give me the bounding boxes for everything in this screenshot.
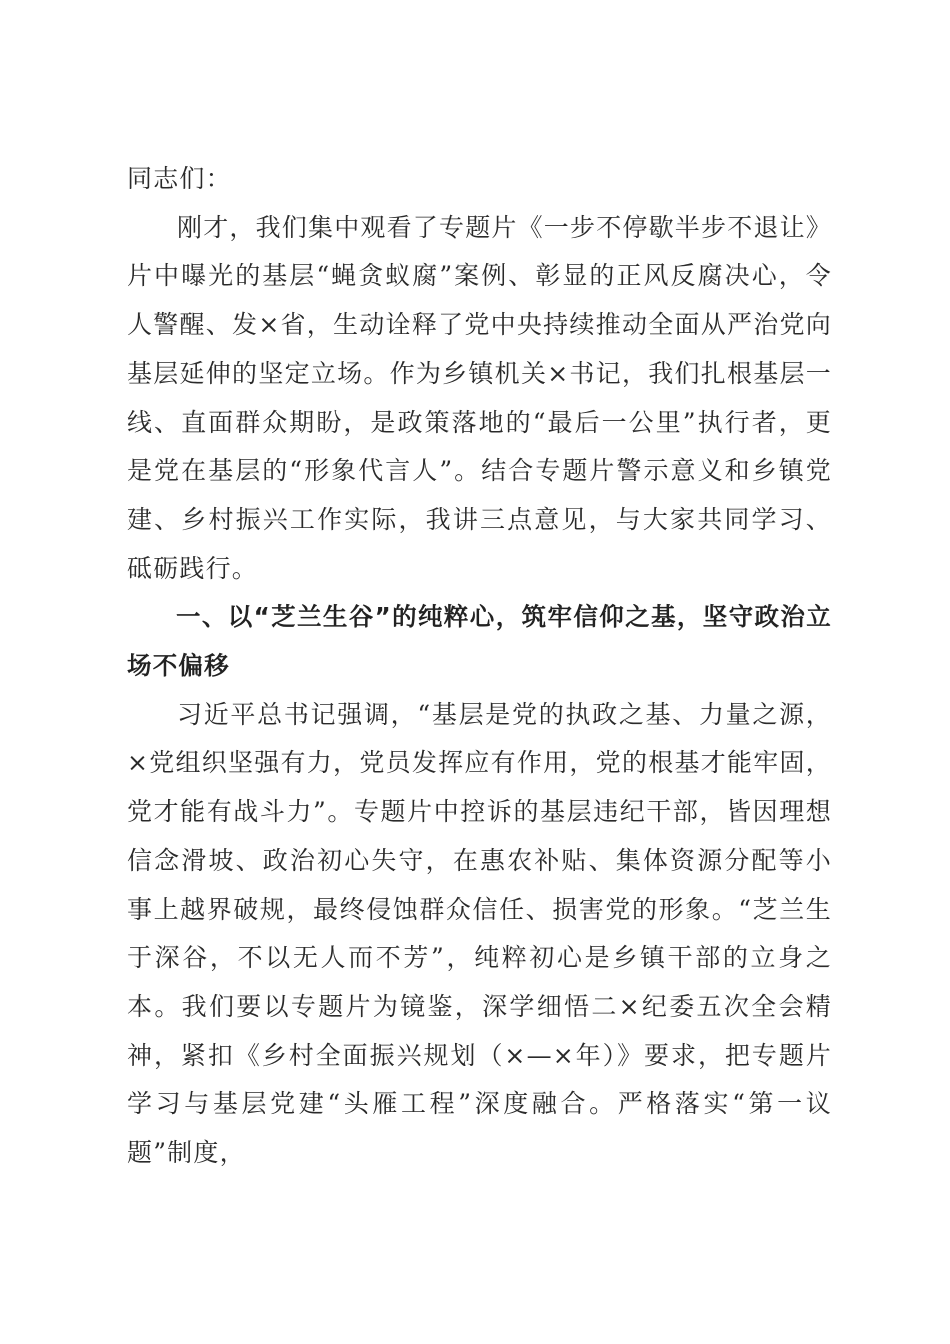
document-page xyxy=(127,155,832,1178)
intro-paragraph: 刚才，我们集中观看了专题片《一步不停歇半步不退让》片中曝光的基层“蝇贪蚁腐”案例、彰显的正风反腐决心，令人警醒、发×省，生动诠释了党中央持续推动全面从严治党向基层延伸的坚定立场。作为乡镇机关×书记，我们扎根基层一线、直面群众期盼，是政策落地的“最后一公里”执行者，更是党在基层的“形象代言人”。结合专题片警示意义和乡镇党建、乡村振兴工作实际，我讲三点意见，与大家共同学习、砥砺践行。 xyxy=(127,212,833,583)
salutation: 同志们： xyxy=(127,164,232,193)
section-heading: 一、以“芝兰生谷”的纯粹心，筑牢信仰之基，坚守政治立场不偏移 xyxy=(127,602,832,681)
section-paragraph: 习近平总书记强调，“基层是党的执政之基、力量之源，×党组织坚强有力，党员发挥应有作用，党的根基才能牢固，党才能有战斗力”。专题片中控诉的基层违纪干部，皆因理想信念滑坡、政治初心失守，在惠农补贴、集体资源分配等小事上越界破规，最终侵蚀群众信任、损害党的形象。“芝兰生于深谷，不以无人而不芳”，纯粹初心是乡镇干部的立身之本。我们要以专题片为镜鉴，深学细悟二×纪委五次全会精神，紧扣《乡村全面振兴规划（×—×年）》要求，把专题片学习与基层党建“头雁工程”深度融合。严格落实“第一议题”制度， xyxy=(127,699,832,1168)
